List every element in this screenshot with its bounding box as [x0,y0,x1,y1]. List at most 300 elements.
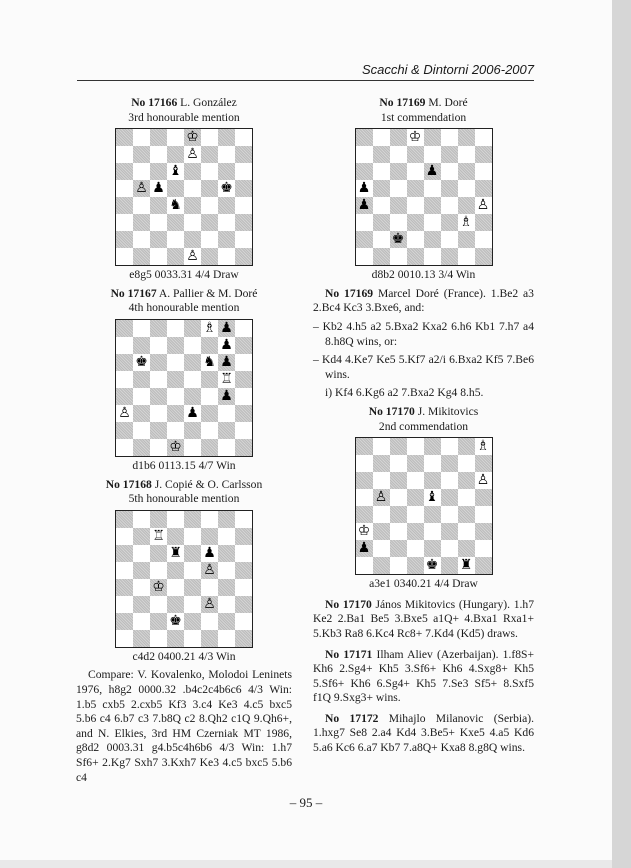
square-g7 [218,528,235,545]
square-a6 [356,163,373,180]
square-c1 [150,439,167,456]
stipulation: a3e1 0340.21 4/4 Draw [369,577,478,591]
square-b3 [133,405,150,422]
square-c4 [390,506,407,523]
square-d6 [167,163,184,180]
square-a1 [116,248,133,265]
square-c4 [150,197,167,214]
square-g1 [218,439,235,456]
piece-h8: ♗ [476,438,490,455]
square-d6 [167,545,184,562]
square-h7 [235,528,252,545]
square-h1 [235,248,252,265]
square-g5 [218,180,235,197]
square-c5 [150,180,167,197]
square-a7 [356,146,373,163]
square-e3 [184,214,201,231]
square-f1 [441,248,458,265]
piece-f6: ♟ [203,544,216,561]
square-b2 [133,613,150,630]
stipulation: e8g5 0033.31 4/4 Draw [129,268,239,282]
square-h8 [475,438,492,455]
right-column [313,96,534,756]
square-d2 [167,613,184,630]
square-e6 [424,472,441,489]
stipulation: d8b2 0010.13 3/4 Win [371,268,476,282]
piece-d1: ♔ [169,438,182,455]
piece-b5: ♙ [374,489,388,506]
square-d5 [407,180,424,197]
square-c6 [150,163,167,180]
square-c7 [390,146,407,163]
square-b5 [133,371,150,388]
square-e8 [184,320,201,337]
square-f5 [201,371,218,388]
square-b8 [133,320,150,337]
square-e5 [184,180,201,197]
square-b1 [133,248,150,265]
square-a3 [356,523,373,540]
square-d3 [407,214,424,231]
square-g3 [218,405,235,422]
square-a3 [116,214,133,231]
square-e7 [424,146,441,163]
piece-g7: ♟ [220,336,233,353]
square-g7 [218,337,235,354]
square-g5 [218,371,235,388]
square-c3 [390,523,407,540]
square-e4 [184,388,201,405]
square-d8 [167,320,184,337]
solution-number: No 17172 [325,711,379,725]
square-f5 [441,180,458,197]
square-a7 [116,337,133,354]
square-h3 [235,214,252,231]
square-d2 [407,540,424,557]
square-g4 [218,579,235,596]
square-f2 [201,231,218,248]
problem-17168 [76,478,292,665]
square-e7 [184,146,201,163]
square-g8 [218,511,235,528]
piece-c2: ♚ [391,231,405,248]
square-d1 [167,630,184,647]
solution-line: – Kb2 4.h5 a2 5.Bxa2 Kxa2 6.h6 Kb1 7.h7 a4 8.h8Q wins, or: [313,319,534,348]
square-b6 [133,545,150,562]
square-h2 [475,231,492,248]
square-h6 [235,354,252,371]
square-f3 [201,405,218,422]
square-e1 [184,439,201,456]
square-f4 [441,506,458,523]
square-f5 [201,562,218,579]
square-g6 [218,354,235,371]
square-b1 [373,557,390,574]
problem-number: No 17170 [368,404,415,418]
square-c1 [390,248,407,265]
square-c4 [150,579,167,596]
square-h7 [475,146,492,163]
square-g4 [458,506,475,523]
square-d4 [167,579,184,596]
piece-e3: ♟ [186,404,199,421]
square-e8 [184,511,201,528]
square-c1 [150,248,167,265]
square-d2 [167,231,184,248]
square-g8 [458,129,475,146]
square-d7 [167,337,184,354]
piece-a4: ♟ [357,197,371,214]
piece-e8: ♔ [186,129,199,146]
square-f4 [201,388,218,405]
square-h2 [235,231,252,248]
square-c2 [150,422,167,439]
square-b7 [133,146,150,163]
square-h3 [475,523,492,540]
square-d4 [407,197,424,214]
solution-text: Marcel Doré (France). 1.Be2 a3 2.Bc4 Kc3 3.Bxe6, and: [313,286,534,315]
square-a4 [116,197,133,214]
square-h2 [235,613,252,630]
square-h2 [475,540,492,557]
square-e5 [184,371,201,388]
square-g8 [218,129,235,146]
square-a1 [356,248,373,265]
square-e3 [184,405,201,422]
square-b6 [373,163,390,180]
piece-f3: ♙ [203,595,216,612]
square-g2 [218,422,235,439]
piece-h6: ♙ [476,472,490,489]
square-g4 [458,197,475,214]
square-f7 [201,528,218,545]
square-f3 [201,214,218,231]
square-e6 [424,163,441,180]
square-d1 [167,439,184,456]
solution-17170 [313,598,534,642]
square-g2 [218,231,235,248]
solution-text: Mihajlo Milanovic (Serbia). 1.hxg7 Se8 2.a4 Kd4 3.Be5+ Kxe5 4.a5 Kd6 5.a6 Kc6 6.a7 Kb7 7.a8Q+ Kxa8 8.g8Q wins. [313,711,534,755]
square-b2 [133,231,150,248]
square-f6 [201,163,218,180]
square-e5 [424,180,441,197]
square-d1 [407,557,424,574]
square-f5 [441,489,458,506]
solution-17169 [313,287,534,401]
square-a6 [116,354,133,371]
square-e4 [184,579,201,596]
award: 5th honourable mention [128,492,240,506]
square-e1 [424,557,441,574]
piece-e1: ♙ [186,248,199,265]
piece-e5: ♝ [425,489,439,506]
square-d2 [407,231,424,248]
square-d2 [167,422,184,439]
award: 1st commendation [380,110,467,124]
square-b4 [373,197,390,214]
solution-number: No 17170 [325,597,372,611]
square-c1 [390,557,407,574]
square-c2 [150,231,167,248]
square-d7 [407,146,424,163]
square-b5 [373,180,390,197]
problem-author: M. Doré [425,96,468,109]
square-f6 [441,472,458,489]
square-f4 [201,579,218,596]
square-h7 [235,146,252,163]
piece-g6: ♟ [220,353,233,370]
square-f7 [201,337,218,354]
square-b3 [373,523,390,540]
square-h4 [475,197,492,214]
square-d8 [167,129,184,146]
square-a5 [116,562,133,579]
solution-note: i) Kf4 6.Kg6 a2 7.Bxa2 Kg4 8.h5. [325,386,484,400]
award: 4th honourable mention [128,301,240,315]
square-h4 [235,579,252,596]
square-h5 [475,180,492,197]
page-number: – 95 – [289,795,323,810]
square-d5 [167,562,184,579]
square-b4 [133,388,150,405]
square-h4 [235,197,252,214]
piece-b5: ♙ [135,180,148,197]
square-c8 [150,511,167,528]
square-h8 [475,129,492,146]
compare-paragraph: Compare: V. Kovalenko, Molodoi Leninets 1976, h8g2 0000.32 .b4c2c4b6c6 4/3 Win: 1.b5 cxb5 2.cxb5 Kf3 3.c4 Ke3 4.c5 bxc5 5.b6 c4 6.b7 c3 7.b8Q c2 8.Qh2 c1Q 9.Qh6+, and N. Elkies, 3rd HM Czerniak MT 1986, g8d2 0003.31 g4.b5c4h6b6 4/3 Win: 1.h7 Sf6+ 2.Kg7 Sxh7 3.Kxh7 Ke3 4.c5 bxc5 5.b6 c4 [76,668,292,784]
solution-number: No 17171 [325,647,373,661]
square-c2 [390,231,407,248]
square-e2 [184,231,201,248]
square-f7 [441,146,458,163]
square-b4 [133,197,150,214]
square-d8 [407,438,424,455]
square-b5 [373,489,390,506]
square-h5 [235,562,252,579]
piece-d8: ♔ [408,129,422,146]
square-f2 [201,422,218,439]
square-e2 [184,613,201,630]
square-f8 [441,438,458,455]
square-b2 [373,540,390,557]
square-c7 [150,337,167,354]
square-d4 [167,197,184,214]
chess-diagram [355,437,493,575]
piece-d6: ♝ [169,163,182,180]
chess-diagram [115,319,253,457]
square-h4 [475,506,492,523]
square-b8 [373,129,390,146]
square-f1 [201,439,218,456]
square-e8 [424,438,441,455]
problem-number: No 17167 [110,286,157,300]
square-a2 [356,231,373,248]
square-a6 [356,472,373,489]
square-h5 [235,371,252,388]
solution-text: János Mikitovics (Hungary). 1.h7 Ke2 2.Ba1 Be5 3.Bxe5 a1Q+ 4.Bxa1 Rxa1+ 5.Kb3 Ra8 6.Kc4 Rc8+ 7.Kd4 (Kd5) draws. [313,597,534,640]
square-e8 [424,129,441,146]
square-h1 [475,557,492,574]
square-b6 [373,472,390,489]
square-d6 [167,354,184,371]
square-e2 [424,231,441,248]
square-g3 [218,596,235,613]
square-e3 [424,523,441,540]
square-b8 [373,438,390,455]
chess-diagram [115,510,253,648]
square-a5 [356,180,373,197]
square-g2 [458,540,475,557]
chess-diagram [115,128,253,266]
solution-17171 [313,648,534,706]
square-c7 [150,528,167,545]
piece-g8: ♟ [220,319,233,336]
square-g5 [458,180,475,197]
square-d7 [407,455,424,472]
piece-a2: ♟ [357,540,371,557]
square-c2 [150,613,167,630]
square-a1 [356,557,373,574]
square-h2 [235,422,252,439]
square-h8 [235,511,252,528]
square-d6 [407,472,424,489]
square-c3 [150,405,167,422]
square-f7 [441,455,458,472]
square-b2 [373,231,390,248]
square-c5 [150,562,167,579]
square-b3 [133,596,150,613]
problem-author: J. Copié & O. Carlsson [151,477,263,491]
square-e7 [424,455,441,472]
square-c6 [150,545,167,562]
left-column [76,96,292,785]
page-edge [612,0,631,868]
square-a4 [116,579,133,596]
square-f8 [201,511,218,528]
square-h1 [235,439,252,456]
piece-g1: ♜ [459,557,473,574]
square-f1 [441,557,458,574]
square-e2 [184,422,201,439]
square-d3 [167,214,184,231]
piece-c5: ♟ [152,180,165,197]
square-f4 [441,197,458,214]
square-a8 [116,511,133,528]
square-c8 [390,129,407,146]
square-e6 [184,163,201,180]
square-e5 [184,562,201,579]
square-f3 [441,523,458,540]
square-f5 [201,180,218,197]
square-f2 [201,613,218,630]
square-f6 [201,545,218,562]
square-a3 [356,214,373,231]
square-b8 [133,511,150,528]
square-g3 [458,523,475,540]
problem-number: No 17169 [379,96,426,109]
square-c3 [150,214,167,231]
piece-a3: ♔ [357,523,371,540]
square-c3 [390,214,407,231]
square-g6 [218,545,235,562]
square-c5 [390,180,407,197]
square-f2 [441,540,458,557]
piece-c7: ♖ [152,527,165,544]
square-b8 [133,129,150,146]
square-b7 [373,146,390,163]
square-h4 [235,388,252,405]
square-c5 [150,371,167,388]
square-c6 [390,163,407,180]
piece-e6: ♟ [425,163,439,180]
square-b7 [133,528,150,545]
square-a7 [356,455,373,472]
square-b5 [133,180,150,197]
square-d8 [407,129,424,146]
square-a5 [116,371,133,388]
piece-f5: ♙ [203,561,216,578]
square-e3 [184,596,201,613]
square-f2 [441,231,458,248]
square-a3 [116,596,133,613]
square-d3 [167,596,184,613]
piece-h4: ♙ [476,197,490,214]
square-g2 [458,231,475,248]
square-a2 [356,540,373,557]
stipulation: c4d2 0400.21 4/3 Win [132,649,236,663]
square-g8 [458,438,475,455]
square-a8 [116,320,133,337]
square-d1 [167,248,184,265]
square-d7 [167,528,184,545]
square-e4 [184,197,201,214]
square-c6 [150,354,167,371]
square-h6 [475,472,492,489]
square-b1 [133,630,150,647]
square-h6 [235,545,252,562]
square-c8 [150,129,167,146]
square-g1 [218,248,235,265]
square-g5 [458,489,475,506]
square-c5 [390,489,407,506]
square-a6 [116,545,133,562]
piece-a3: ♙ [118,404,131,421]
problem-author: L. González [177,96,237,109]
square-b5 [133,562,150,579]
square-e6 [184,545,201,562]
square-a5 [116,180,133,197]
problem-number: No 17166 [131,96,178,109]
square-e6 [184,354,201,371]
piece-d2: ♚ [169,612,182,629]
square-f7 [201,146,218,163]
square-f4 [201,197,218,214]
square-e1 [424,248,441,265]
problem-17170 [313,405,534,592]
award: 2nd commendation [378,419,469,433]
square-d6 [407,163,424,180]
square-a6 [116,163,133,180]
piece-e1: ♚ [425,557,439,574]
square-a4 [116,388,133,405]
square-g7 [218,146,235,163]
square-b7 [373,455,390,472]
piece-f6: ♞ [203,353,216,370]
square-b3 [133,214,150,231]
square-c2 [390,540,407,557]
square-f6 [201,354,218,371]
square-e4 [424,197,441,214]
